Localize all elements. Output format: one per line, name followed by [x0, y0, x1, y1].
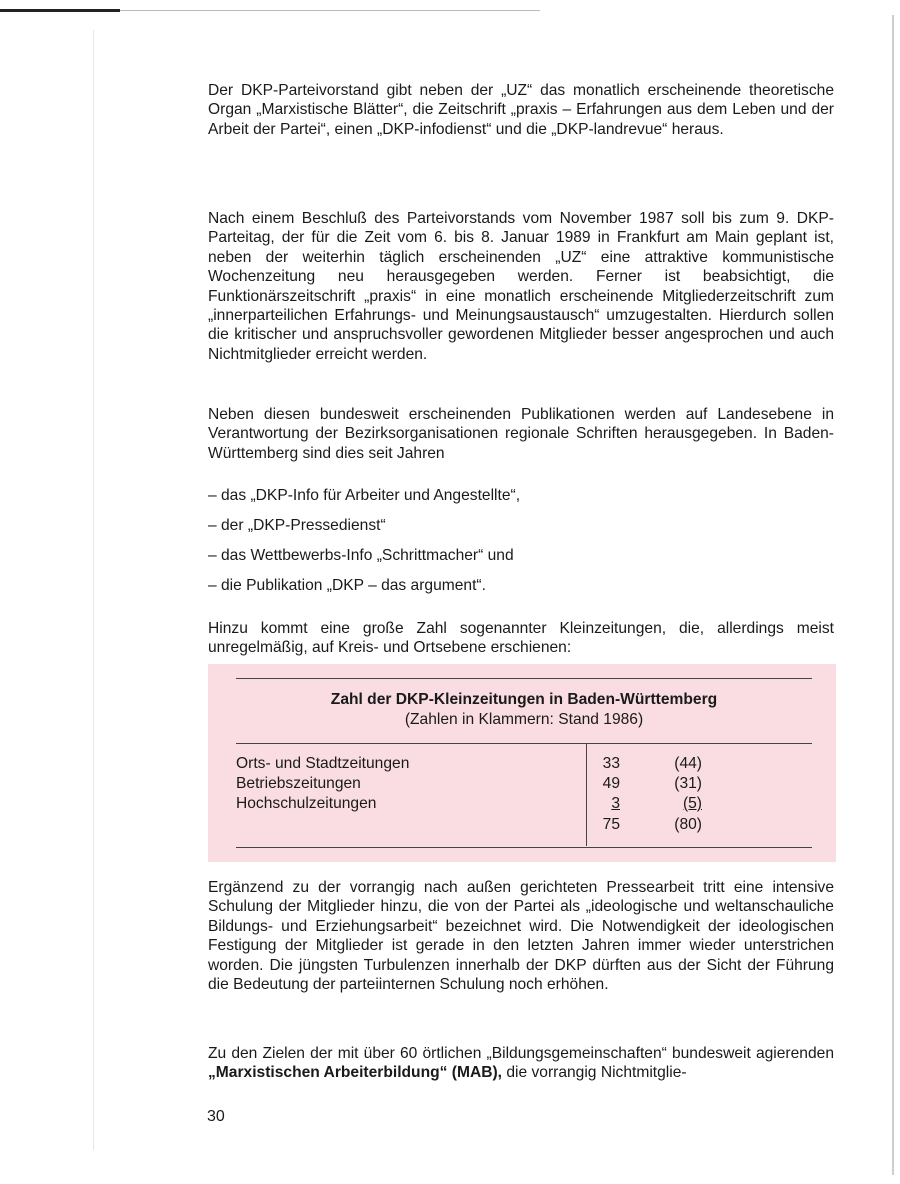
table-row-prev: (44): [674, 755, 702, 772]
paragraph-6-text-end: die vorrangig Nichtmitglie-: [502, 1064, 687, 1082]
page-number: 30: [207, 1108, 225, 1125]
table-row-value: 3: [611, 795, 620, 812]
paragraph-6: [208, 1044, 834, 1083]
kleinzeitungen-table: [208, 664, 836, 862]
table-row-label: Orts- und Stadtzeitungen: [236, 755, 410, 772]
page-edge: [892, 15, 894, 1175]
page-spine-shadow: [93, 30, 94, 1150]
paragraph-1: Der DKP-Parteivorstand gibt neben der „UZ“ das monatlich erscheinende theoretische Organ „Marxistische Blätter“, die Zeitschrift „praxis – Erfahrungen aus dem Leben und der Arbeit der Partei“, einen „DKP-infodienst“ und die „DKP-landrevue“ heraus.: [208, 82, 834, 138]
table-row-value: 49: [602, 775, 620, 792]
mab-name: „Marxistischen Arbeiterbildung“ (MAB),: [208, 1064, 502, 1082]
table-top-rule: [236, 678, 812, 679]
table-header-rule: [236, 743, 812, 744]
table-row-label: Hochschulzeitungen: [236, 795, 377, 812]
table-column-divider: [586, 744, 587, 846]
top-rule: [0, 9, 120, 12]
table-subtitle: (Zahlen in Klammern: Stand 1986): [404, 711, 644, 728]
top-rule-thin: [120, 10, 540, 11]
paragraph-6-text: Zu den Zielen der mit über 60 örtlichen „Bildungsgemeinschaften“ bundesweit agierenden: [208, 1045, 834, 1062]
table-row-prev: (5): [682, 795, 702, 812]
bullet-item: – das Wettbewerbs-Info „Schrittmacher“ und: [208, 547, 514, 564]
bullet-item: – der „DKP-Pressedienst“: [208, 517, 386, 534]
bullet-item: – die Publikation „DKP – das argument“.: [208, 577, 486, 594]
paragraph-3: Neben diesen bundesweit erscheinenden Publikationen werden auf Landesebene in Verantwortung der Bezirksorganisationen regionale Schriften herausgegeben. In Baden-Württemberg sind dies seit Jahren: [208, 406, 834, 462]
paragraph-5: Ergänzend zu der vorrangig nach außen gerichteten Pressearbeit tritt eine intensive Schulung der Mitglieder hinzu, die von der Partei als „ideologische und weltanschauliche Bildungs- und Erziehungsarbeit“ bezeichnet wird. Die Notwendigkeit der ideologischen Festigung der Mitglieder ist gerade in den letzten Jahren immer wieder unterstrichen worden. Die jüngsten Turbulenzen innerhalb der DKP dürften aus der Sicht der Führung die Bedeutung der parteiinternen Schulung noch erhöhen.: [208, 879, 834, 994]
table-total-value: 75: [602, 816, 620, 833]
table-bottom-rule: [236, 847, 812, 848]
bullet-item: – das „DKP-Info für Arbeiter und Angestellte“,: [208, 487, 521, 504]
paragraph-4: Hinzu kommt eine große Zahl sogenannter Kleinzeitungen, die, allerdings meist unregelmäßig, auf Kreis- und Ortsebene erschienen:: [208, 620, 834, 657]
table-total-prev: (80): [674, 816, 702, 833]
paragraph-2: Nach einem Beschluß des Parteivorstands vom November 1987 soll bis zum 9. DKP-Parteitag, der für die Zeit vom 6. bis 8. Januar 1989 in Frankfurt am Main geplant ist, neben der weiterhin täglich erscheinenden „UZ“ eine attraktive kommunistische Wochenzeitung neu herausgegeben werden. Ferner ist beabsichtigt, die Funktionärszeitschrift „praxis“ in eine monatlich erscheinende Mitgliederzeitschrift zum „innerparteilichen Erfahrungs- und Meinungsaustausch“ umzugestalten. Hierdurch sollen die kritischer und anspruchsvoller gewordenen Mitglieder besser angesprochen und auch Nichtmitglieder erreicht werden.: [208, 210, 834, 363]
table-row-value: 33: [602, 755, 620, 772]
table-row-label: Betriebszeitungen: [236, 775, 361, 792]
table-title: Zahl der DKP-Kleinzeitungen in Baden-Württemberg: [330, 691, 718, 708]
table-row-prev: (31): [674, 775, 702, 792]
